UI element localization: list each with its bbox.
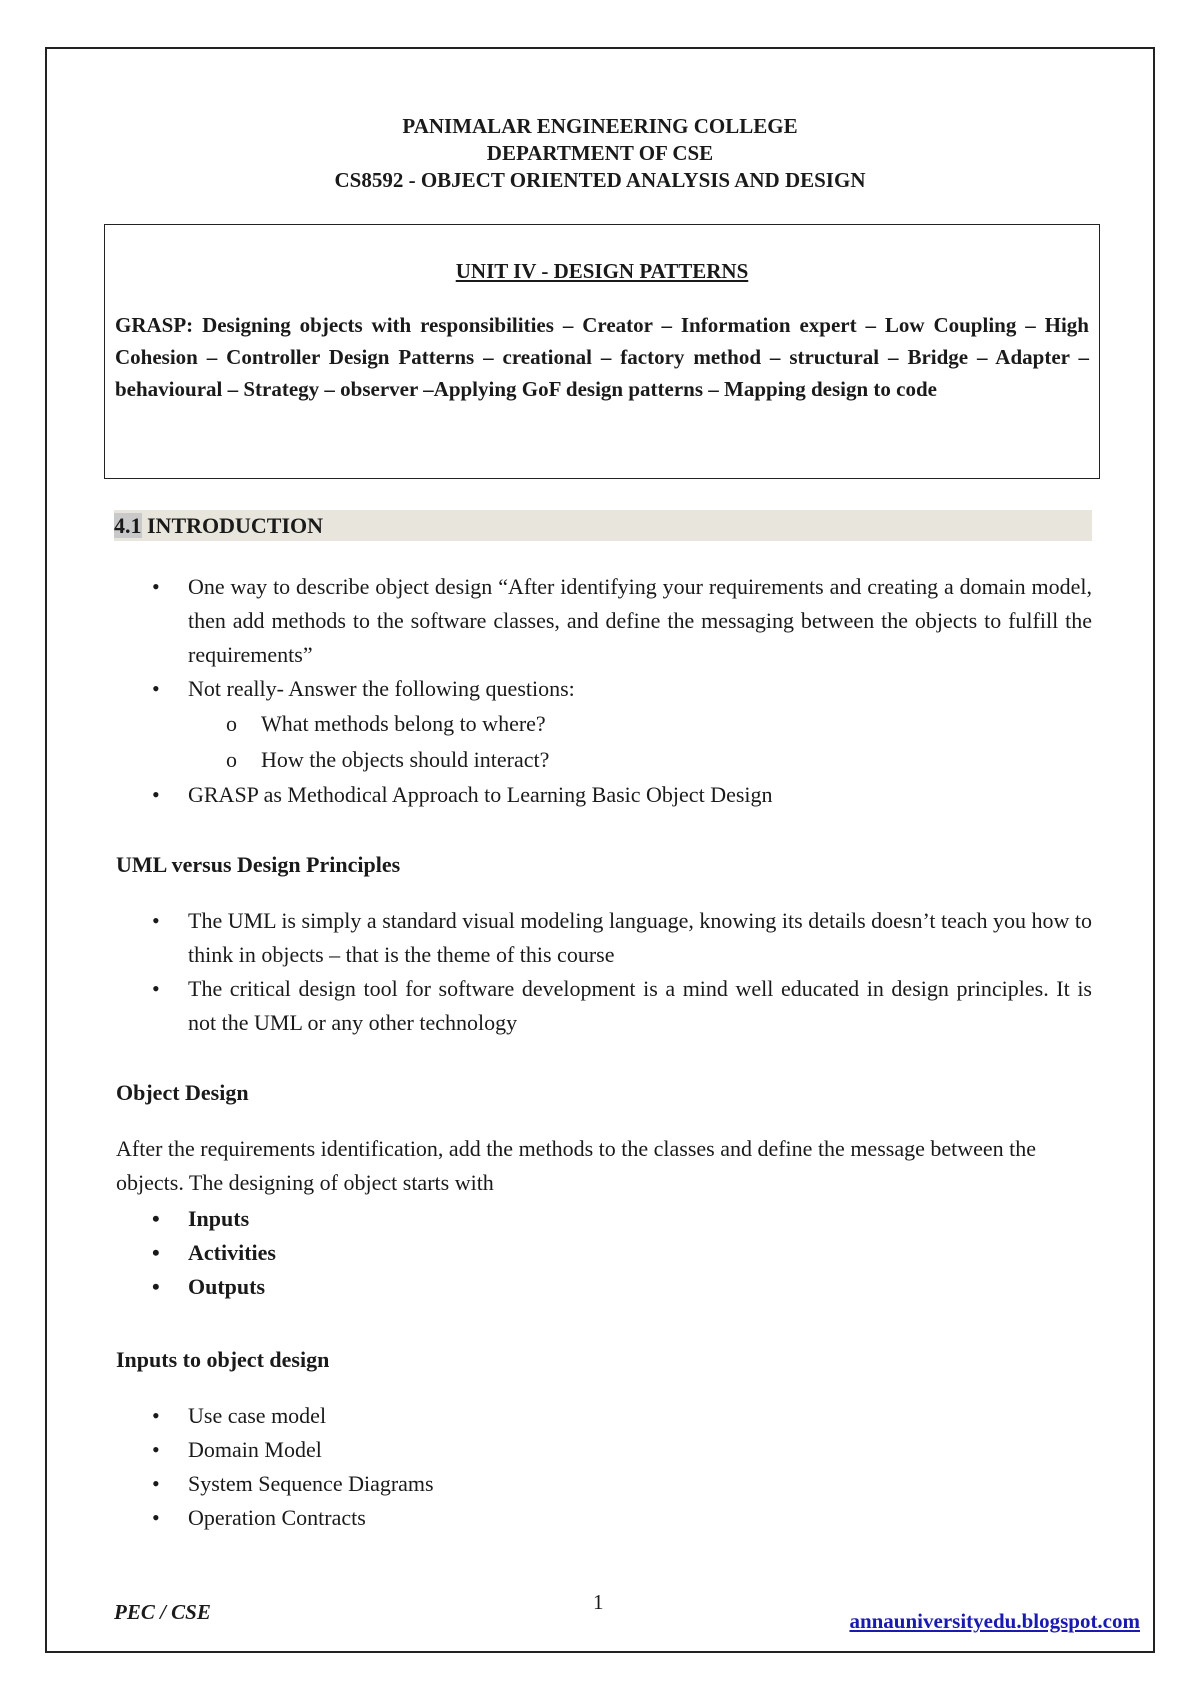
inputs-item: • Domain Model [116,1433,1092,1467]
object-design-item: • Inputs [116,1202,1092,1236]
intro-bullet-2: • Not really- Answer the following questions: [116,672,1092,706]
intro-bullet-3: • GRASP as Methodical Approach to Learning Basic Object Design [116,778,1092,812]
intro-block [116,570,1092,812]
unit-title: UNIT IV - DESIGN PATTERNS [455,259,749,283]
inputs-item: • Operation Contracts [116,1501,1092,1535]
inputs-heading: Inputs to object design [116,1347,330,1372]
uml-bullet-1: • The UML is simply a standard visual modeling language, knowing its details doesn’t teach you how to think in objects – that is the theme of this course [116,904,1092,972]
object-design-paragraph: After the requirements identification, add the methods to the classes and define the message between the objects. The designing of object starts with [116,1136,1037,1195]
course-title: CS8592 - OBJECT ORIENTED ANALYSIS AND DESIGN [334,168,866,192]
uml-block [116,850,1092,1040]
intro-sub-bullet-1: o What methods belong to where? [116,706,1092,742]
college-name: PANIMALAR ENGINEERING COLLEGE [402,114,798,138]
inputs-item: • Use case model [116,1399,1092,1433]
object-design-item: • Activities [116,1236,1092,1270]
document-header [0,113,1200,194]
object-design-item: • Outputs [116,1270,1092,1304]
intro-sub-bullet-2: o How the objects should interact? [116,742,1092,778]
object-design-block [116,1078,1092,1304]
unit-syllabus-box [104,224,1100,479]
inputs-block [116,1345,1092,1535]
inputs-item: • System Sequence Diagrams [116,1467,1092,1501]
department-name: DEPARTMENT OF CSE [486,141,714,165]
uml-heading: UML versus Design Principles [116,852,401,877]
unit-syllabus: GRASP: Designing objects with responsibilities – Creator – Information expert – Low Coupling – High Cohesion – Controller Design Patterns – creational – factory method – structural – Bridge – Adapter – behavioural – Strategy – observer –Applying GoF design patterns – Mapping design to code [115,313,1089,401]
footer-department: PEC / CSE [114,1600,211,1624]
section-number: 4.1 [114,513,142,538]
section-heading [114,511,323,541]
footer-website-link[interactable]: annauniversityedu.blogspot.com [849,1609,1140,1633]
uml-bullet-2: • The critical design tool for software development is a mind well educated in design principles. It is not the UML or any other technology [116,972,1092,1040]
object-design-heading: Object Design [116,1080,249,1105]
page-number: 1 [593,1590,604,1614]
intro-bullet-1: • One way to describe object design “After identifying your requirements and creating a domain model, then add methods to the software classes, and define the messaging between the objects to fulfill the requirements” [116,570,1092,672]
section-title: INTRODUCTION [147,513,324,538]
